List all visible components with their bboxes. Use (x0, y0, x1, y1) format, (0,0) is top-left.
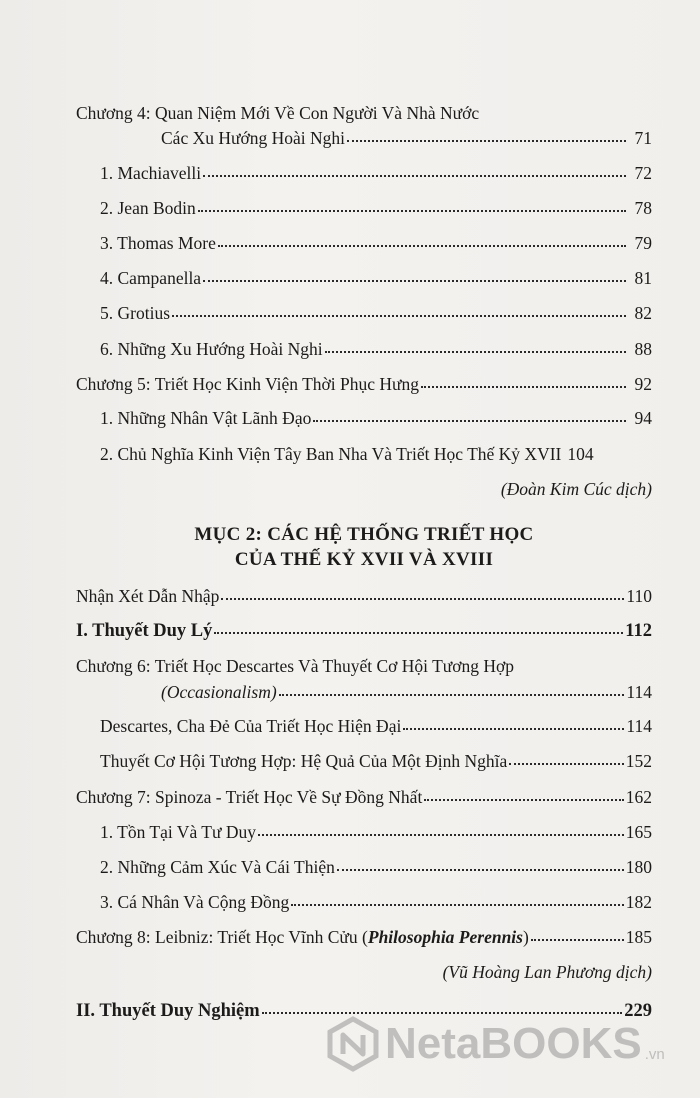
section-heading-line2: CỦA THẾ KỶ XVII VÀ XVIII (234, 549, 494, 570)
toc-chapter-6-line1 (76, 655, 514, 677)
toc-chapter-5[interactable] (76, 373, 652, 395)
watermark (325, 1016, 665, 1072)
dot-leader (403, 728, 624, 730)
toc-title: Nhận Xét Dẫn Nhập (76, 586, 220, 606)
toc-item[interactable] (100, 162, 652, 184)
toc-page-number: 182 (625, 892, 652, 912)
dot-leader (531, 939, 624, 941)
toc-chapter-4-line1 (76, 102, 479, 124)
toc-page-number: 162 (625, 787, 652, 807)
toc-item[interactable] (100, 715, 652, 737)
toc-item[interactable] (100, 232, 652, 254)
toc-intro[interactable] (76, 585, 652, 607)
toc-title: 1. Machiavelli (100, 163, 202, 183)
toc-title: Thuyết Cơ Hội Tương Hợp: Hệ Quả Của Một Định Nghĩa (100, 751, 508, 771)
toc-title: II. Thuyết Duy Nghiệm (76, 1001, 260, 1021)
section-heading-line1: MỤC 2: CÁC HỆ THỐNG TRIẾT HỌC (194, 524, 534, 545)
toc-title: Các Xu Hướng Hoài Nghi (161, 128, 345, 148)
toc-page-number: 78 (634, 198, 652, 218)
dot-leader (258, 834, 624, 836)
translator-note: (Đoàn Kim Cúc dịch) (500, 479, 652, 499)
toc-chapter-7[interactable] (76, 786, 652, 808)
toc-item[interactable] (100, 443, 652, 465)
dot-leader (279, 694, 625, 696)
toc-page-number: 88 (634, 339, 652, 359)
toc-title: 3. Cá Nhân Và Cộng Đồng (100, 892, 290, 912)
toc-title: Chương 5: Triết Học Kinh Viện Thời Phục Hưng (76, 374, 420, 394)
toc-title: Chương 6: Triết Học Descartes Và Thuyết Cơ Hội Tương Hợp (76, 656, 515, 676)
toc-item[interactable] (100, 197, 652, 219)
toc-subtitle: (Occasionalism) (161, 682, 277, 702)
toc-title: 1. Tồn Tại Và Tư Duy (100, 822, 256, 842)
toc-title: 6. Những Xu Hướng Hoài Nghi (100, 339, 323, 359)
toc-page-number: 114 (626, 682, 652, 702)
toc-page-number: 165 (625, 822, 652, 842)
toc-item[interactable] (100, 891, 652, 913)
toc-item[interactable] (100, 267, 652, 289)
toc-item[interactable] (100, 856, 652, 878)
dot-leader (313, 420, 626, 422)
dot-leader (325, 351, 626, 353)
toc-title: Chương 7: Spinoza - Triết Học Về Sự Đồng Nhất (76, 787, 423, 807)
toc-title: I. Thuyết Duy Lý (76, 621, 213, 641)
dot-leader (291, 904, 624, 906)
toc-title: 2. Những Cảm Xúc Và Cái Thiện (100, 857, 335, 877)
toc-page-number: 112 (625, 621, 652, 641)
toc-page-number: 229 (624, 1001, 652, 1021)
toc-page-number: 79 (634, 233, 652, 253)
dot-leader (198, 210, 626, 212)
toc-title: Chương 4: Quan Niệm Mới Về Con Người Và Nhà Nước (76, 103, 480, 123)
toc-title: Descartes, Cha Đẻ Của Triết Học Hiện Đại (100, 716, 402, 736)
dot-leader (172, 315, 626, 317)
toc-part-1[interactable] (76, 620, 652, 642)
toc-page-number: 94 (634, 408, 652, 428)
toc-page-number: 92 (634, 374, 652, 394)
toc-item[interactable] (100, 338, 652, 360)
dot-leader (509, 763, 623, 765)
dot-leader (221, 598, 624, 600)
dot-leader (424, 799, 623, 801)
watermark-brand: NetaBOOKS (385, 1019, 642, 1068)
toc-title-latin: Philosophia Perennis (367, 927, 523, 947)
dot-leader (337, 869, 624, 871)
toc-item[interactable] (100, 821, 652, 843)
toc-chapter-6[interactable] (161, 681, 652, 703)
translator-note: (Vũ Hoàng Lan Phương dịch) (442, 962, 652, 982)
toc-item[interactable] (100, 407, 652, 429)
toc-title: 5. Grotius (100, 303, 170, 323)
toc-page-number: 152 (625, 751, 652, 771)
toc-item[interactable] (100, 302, 652, 324)
netabooks-logo-icon (325, 1016, 381, 1072)
toc-page-number: 82 (634, 303, 652, 323)
toc-page-number: 81 (634, 268, 652, 288)
toc-page-number: 185 (625, 927, 652, 947)
toc-chapter-4[interactable] (161, 127, 652, 149)
dot-leader (203, 175, 626, 177)
dot-leader (203, 280, 626, 282)
toc-item[interactable] (100, 750, 652, 772)
toc-title: 2. Jean Bodin (100, 198, 196, 218)
toc-page-number: 72 (634, 163, 652, 183)
toc-page-number: 71 (634, 128, 652, 148)
dot-leader (218, 245, 626, 247)
watermark-suffix: .vn (644, 1045, 665, 1063)
dot-leader (421, 386, 626, 388)
dot-leader (262, 1012, 623, 1014)
toc-page-number: 180 (625, 857, 652, 877)
toc-title: 2. Chủ Nghĩa Kinh Viện Tây Ban Nha Và Triết Học Thế Kỷ XVII (100, 444, 562, 464)
toc-title: 4. Campanella (100, 268, 202, 288)
toc-chapter-8[interactable] (76, 926, 652, 948)
toc-title: 3. Thomas More (100, 233, 216, 253)
dot-leader (347, 140, 626, 142)
toc-page-number: 104 (567, 444, 594, 464)
toc-title: 1. Những Nhân Vật Lãnh Đạo (100, 408, 312, 428)
toc-title: Chương 8: Leibniz: Triết Học Vĩnh Cửu (Philosophia Perennis) (76, 927, 529, 947)
dot-leader (214, 632, 623, 634)
toc-page-number: 114 (626, 716, 652, 736)
toc-page-number: 110 (626, 586, 652, 606)
